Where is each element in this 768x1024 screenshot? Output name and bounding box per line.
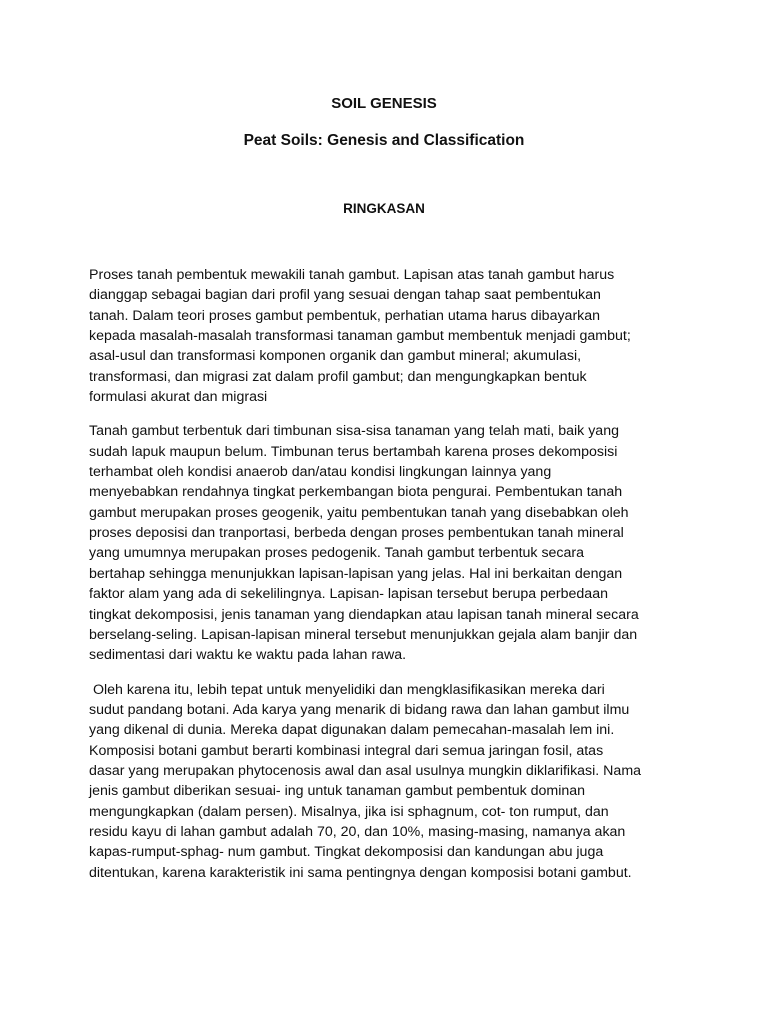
text-line: dasar yang merupakan phytocenosis awal dan asal usulnya mungkin diklarifikasi. Nama bbox=[89, 762, 642, 779]
text-line: residu kayu di lahan gambut adalah 70, 20, dan 10%, masing-masing, namanya akan bbox=[89, 823, 626, 840]
document-title: SOIL GENESIS bbox=[331, 95, 437, 112]
document-body bbox=[89, 265, 677, 897]
text-line: gambut merupakan proses geogenik, yaitu pembentukan tanah yang disebabkan oleh bbox=[89, 504, 629, 521]
text-line: terhambat oleh kondisi anaerob dan/atau kondisi lingkungan lainnya yang bbox=[89, 464, 552, 481]
text-line: formulasi akurat dan migrasi bbox=[89, 389, 268, 406]
text-line: Tanah gambut terbentuk dari timbunan sisa-sisa tanaman yang telah mati, baik yang bbox=[89, 423, 619, 440]
document-subtitle: Peat Soils: Genesis and Classification bbox=[243, 132, 525, 149]
text-line: menyebabkan rendahnya tingkat perkembangan biota pengurai. Pembentukan tanah bbox=[89, 484, 623, 501]
text-line: kepada masalah-masalah transformasi tanaman gambut membentuk menjadi gambut; bbox=[89, 328, 631, 345]
paragraph bbox=[89, 265, 677, 407]
text-line: faktor alam yang ada di sekelilingnya. Lapisan- lapisan tersebut berupa perbedaan bbox=[89, 586, 608, 603]
text-line: asal-usul dan transformasi komponen organik dan gambut mineral; akumulasi, bbox=[89, 348, 582, 365]
text-line: bertahap sehingga menunjukkan lapisan-lapisan yang jelas. Hal ini berkaitan dengan bbox=[89, 565, 623, 582]
text-line: Oleh karena itu, lebih tepat untuk menyelidiki dan mengklasifikasikan mereka dari bbox=[89, 681, 605, 698]
text-line: Komposisi botani gambut berarti kombinasi integral dari semua jaringan fosil, atas bbox=[89, 742, 604, 759]
text-line: tingkat dekomposisi, jenis tanaman yang diendapkan atau lapisan tanah mineral secara bbox=[89, 606, 639, 623]
text-line: tanah. Dalam teori proses gambut pembentuk, perhatian utama harus dibayarkan bbox=[89, 307, 601, 324]
text-line: jenis gambut diberikan sesuai- ing untuk tanaman gambut pembentuk dominan bbox=[89, 783, 586, 800]
text-line: sudah lapuk maupun belum. Timbunan terus bertambah karena proses dekomposisi bbox=[89, 443, 618, 460]
text-line: proses deposisi dan tranportasi, berbeda dengan proses pembentukan tanah mineral bbox=[89, 525, 624, 542]
text-line: mengungkapkan (dalam persen). Misalnya, jika isi sphagnum, cot- ton rumput, dan bbox=[89, 803, 609, 820]
text-line: transformasi, dan migrasi zat dalam profil gambut; dan mengungkapkan bentuk bbox=[89, 368, 587, 385]
text-line: ditentukan, karena karakteristik ini sama pentingnya dengan komposisi botani gambut. bbox=[89, 864, 632, 881]
text-line: dianggap sebagai bagian dari profil yang sesuai dengan tahap saat pembentukan bbox=[89, 287, 601, 304]
section-heading: RINGKASAN bbox=[343, 201, 425, 216]
text-line: sedimentasi dari waktu ke waktu pada lahan rawa. bbox=[89, 647, 407, 664]
paragraph bbox=[89, 680, 677, 883]
text-line: sudut pandang botani. Ada karya yang menarik di bidang rawa dan lahan gambut ilmu bbox=[89, 701, 630, 718]
text-line: Proses tanah pembentuk mewakili tanah gambut. Lapisan atas tanah gambut harus bbox=[89, 267, 615, 283]
text-line: yang umumnya merupakan proses pedogenik. Tanah gambut terbentuk secara bbox=[89, 545, 585, 562]
text-line: yang dikenal di dunia. Mereka dapat digunakan dalam pemecahan-masalah lem ini. bbox=[89, 722, 615, 739]
text-line: berselang-seling. Lapisan-lapisan mineral tersebut menunjukkan gejala alam banjir dan bbox=[89, 626, 638, 643]
paragraph bbox=[89, 421, 677, 665]
text-line: kapas-rumput-sphag- num gambut. Tingkat dekomposisi dan kandungan abu juga bbox=[89, 844, 604, 861]
